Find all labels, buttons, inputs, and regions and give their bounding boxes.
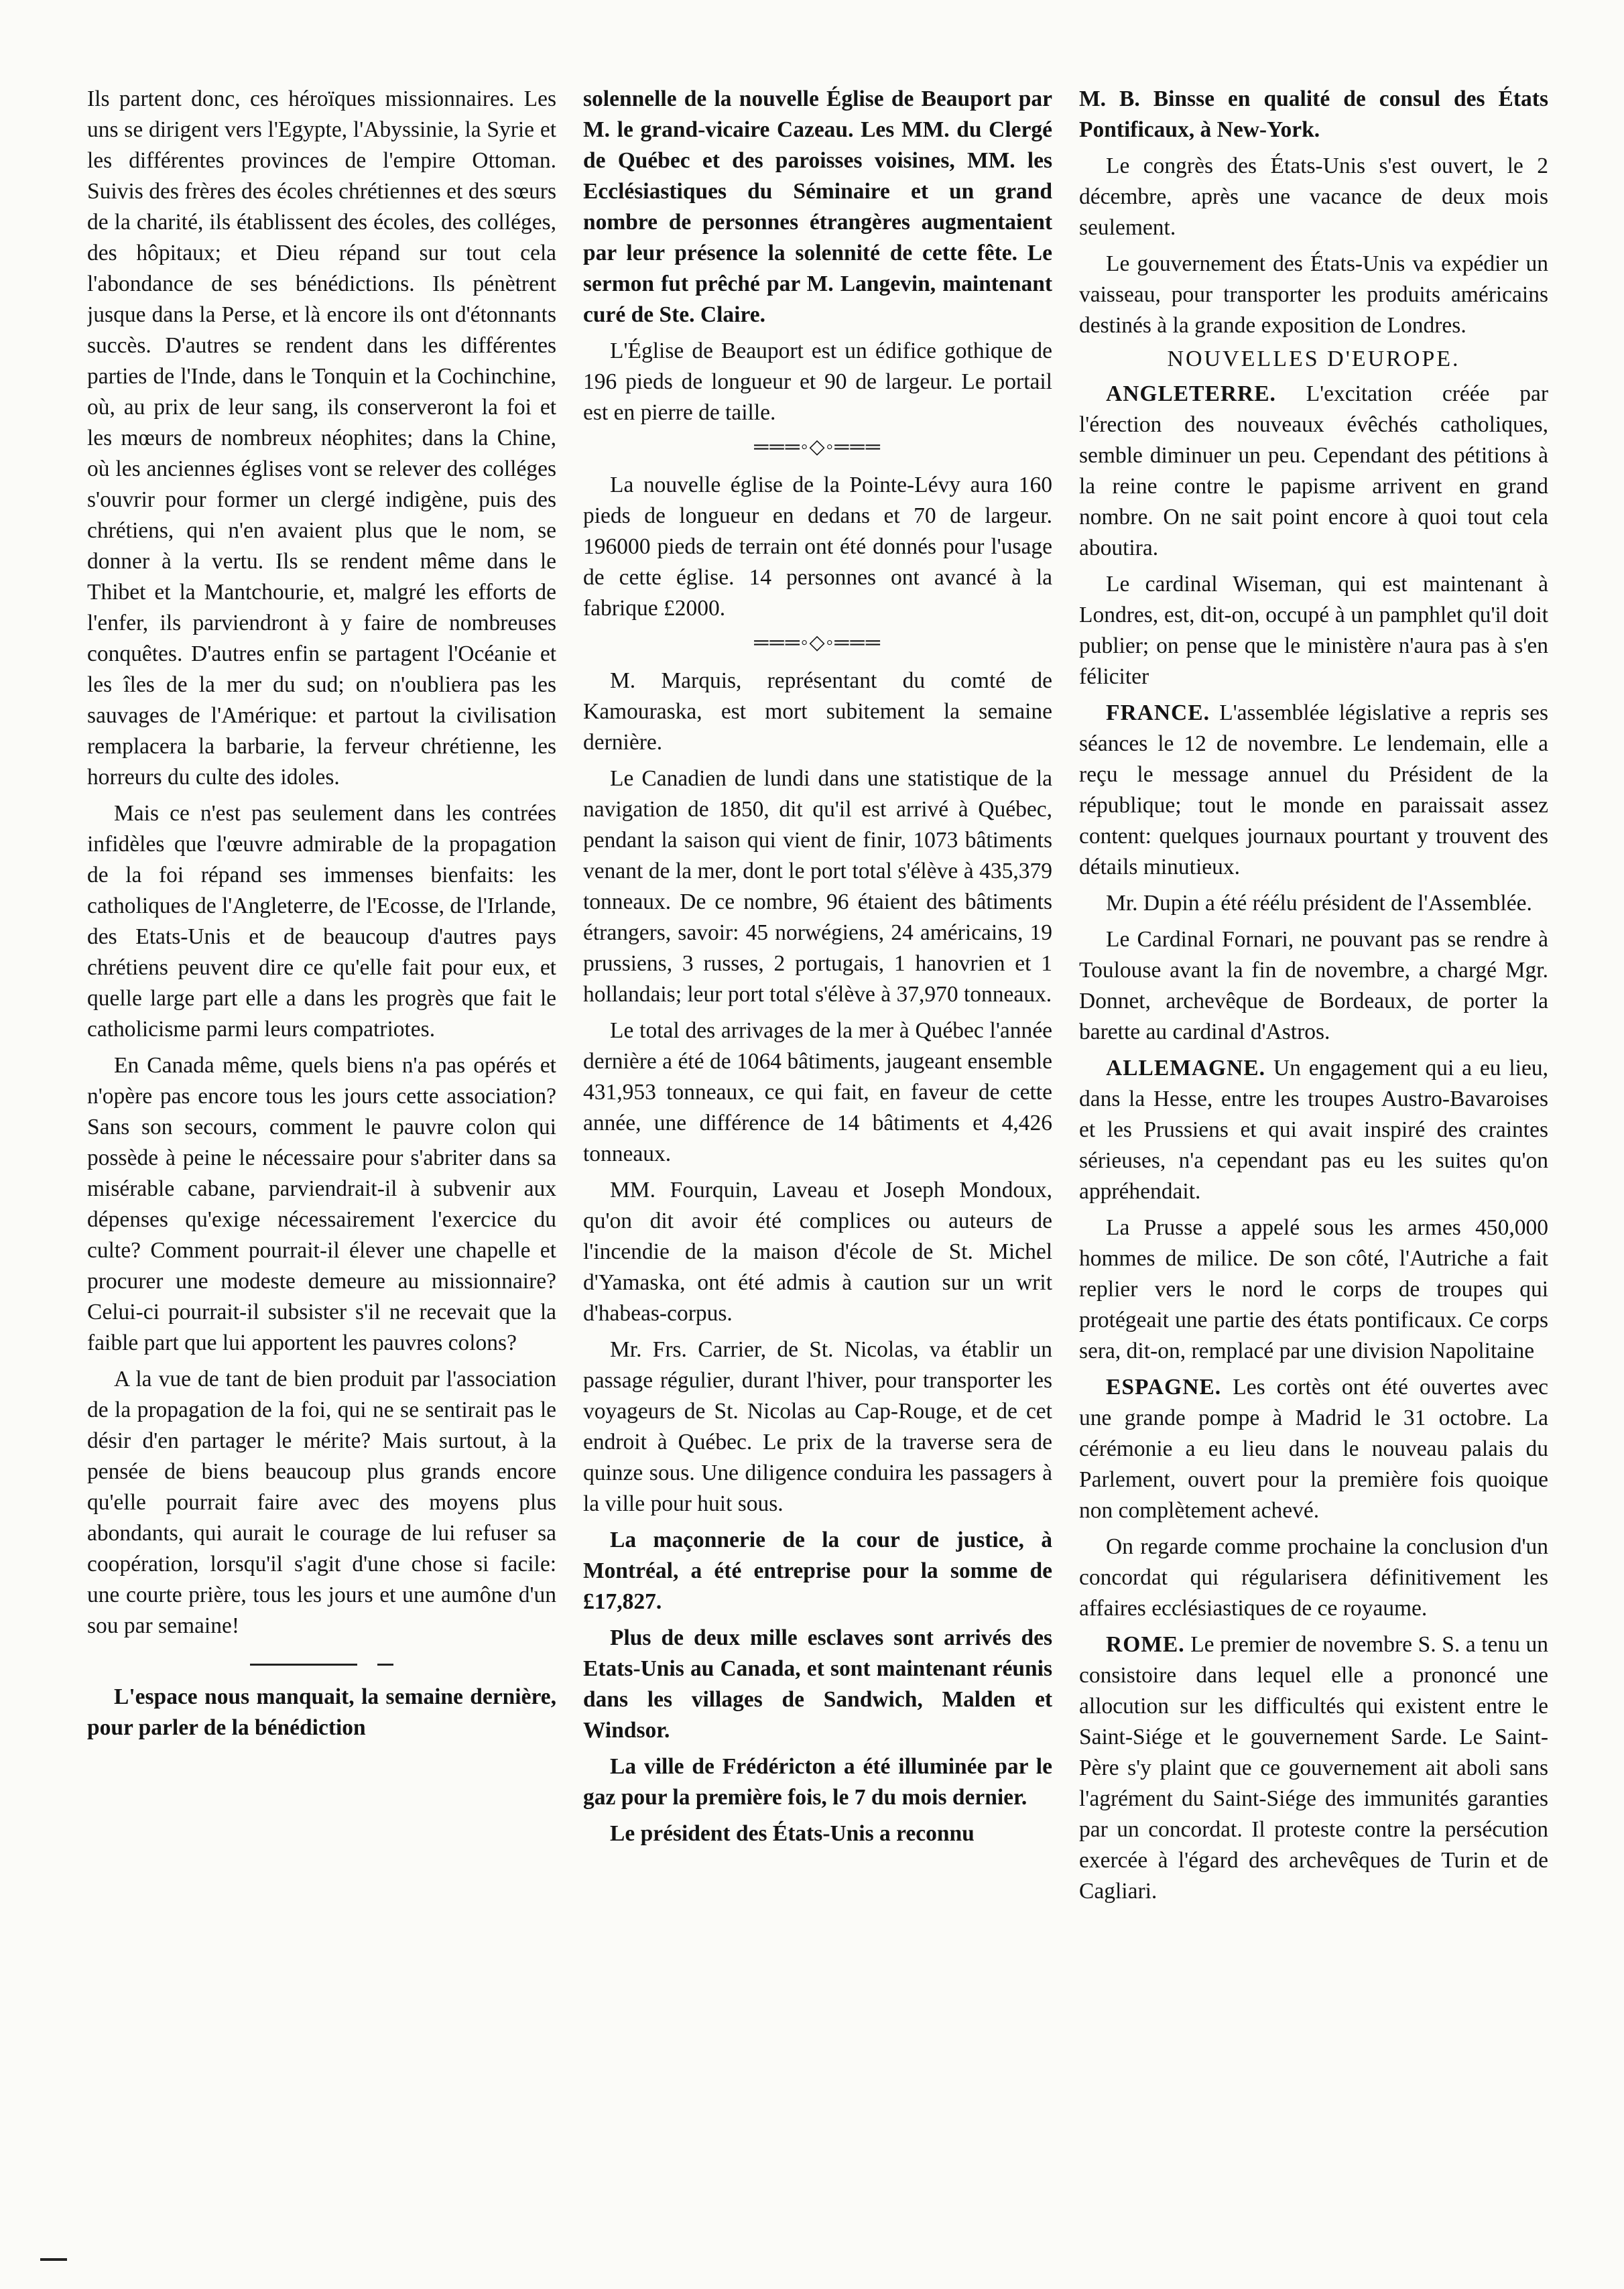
paragraph-navigation-stats: Le Canadien de lundi dans une statistique de la navigation de 1850, dit qu'il est arrivé à Québec, pendant la saison qui vient de finir, 1073 bâtiments venant de la mer, dont le port total s'élève à 435,379 tonneaux. De ce nombre, 96 étaient des bâtiments étrangers, savoir: 45 norwégiens, 24 américains, 19 prussiens, 3 russes, 2 portugais, 1 hanovrien et 1 hollandais; leur port total s'élève à 37,970 tonneaux. <box>583 766 1052 1007</box>
paragraph-missionaries: Ils partent donc, ces héroïques missionnaires. Les uns se dirigent vers l'Egypte, l'Abyssinie, la Syrie et les différentes provinces de l'empire Ottoman. Suivis des frères des écoles chrétiennes et des sœurs de la charité, ils établissent des écoles, des colléges, des hôpitaux; et Dieu répand sur tout cela l'abondance de ses bénédictions. Ils pénètrent jusque dans la Perse, et là encore ils ont d'étonnants succès. D'autres se rendent dans les différentes parties de l'Inde, dans le Tonquin et la Cochinchine, où, au prix de leur sang, ils conserveront la foi et les mœurs de nombreux néophites; dans la Chine, où les anciennes églises vont se relever des colléges s'ouvrir pour former un clergé indigène, puis des chrétiens, qui n'en avaient plus que le nom, se donner à la vertu. Ils se rendent même dans le Thibet et la Mantchourie, et, malgré les efforts de l'enfer, ils parviendront à y faire de nombreuses conquêtes. D'autres enfin se partagent l'Océanie et les îles de la mer du sud; on n'oubliera pas les sauvages de l'Amérique: et partout la civilisation remplacera la barbarie, la ferveur chrétienne, les horreurs du culte des idoles. <box>87 86 556 790</box>
paragraph-beauport-church: solennelle de la nouvelle Église de Beauport par M. le grand-vicaire Cazeau. Les MM. du Clergé de Québec et des paroisses voisines, MM. les Ecclésiastiques du Séminaire et un grand nombre de personnes étrangères augmentaient par leur présence la solennité de cette fête. Le sermon fut prêché par M. Langevin, maintenant curé de Ste. Claire. <box>583 86 1052 327</box>
country-label: ANGLETERRE. <box>1106 381 1276 406</box>
ornament-divider: ═══◦◇◦═══ <box>754 436 881 458</box>
ornament-divider: ═══◦◇◦═══ <box>754 631 881 654</box>
paragraph-allemagne <box>1079 1053 1548 1207</box>
column-middle <box>583 84 1052 2168</box>
paragraph-carrier-passage: Mr. Frs. Carrier, de St. Nicolas, va établir un passage régulier, durant l'hiver, pour transporter les voyageurs de St. Nicolas au Cap-Rouge, et de cet endroit à Québec. Le prix de la traverse sera de quinze sous. Une diligence conduira les passagers à la ville pour huit sous. <box>583 1337 1052 1516</box>
paragraph-dupin: Mr. Dupin a été réélu président de l'Assemblée. <box>1106 891 1532 916</box>
paragraph-text: L'assemblée législative a repris ses séances le 12 de novembre. Le lendemain, elle a reçu le message annuel du Président de la république; tout le monde en paraissait assez content: quelques journaux pourtant y trouvent des détails minutieux. <box>1079 700 1548 879</box>
paragraph-montreal-court: La maçonnerie de la cour de justice, à Montréal, a été entreprise pour la somme de £17,827. <box>583 1528 1052 1614</box>
paragraph-cooperation: A la vue de tant de bien produit par l'association de la propagation de la foi, qui ne se sentirait pas le désir d'en partager le mérite? Mais surtout, à la pensée de biens beaucoup plus grands encore qu'elle pourrait faire avec des moyens plus abondants, qui aurait le courage de lui refuser sa coopération, lorsqu'il s'agit d'une chose si facile: une courte prière, tous les jours et une aumône d'un sou par semaine! <box>87 1367 556 1638</box>
paragraph-propagation-benefits: Mais ce n'est pas seulement dans les contrées infidèles que l'œuvre admirable de la propagation de la foi répand ses immenses bienfaits: les catholiques de l'Angleterre, de l'Ecosse, de l'Irlande, des Etats-Unis et de beaucoup d'autres pays chrétiens peuvent dire ce qu'elle fait pour eux, et quelle large part elle a dans les progrès que fait le catholicisme parmi leurs compatriotes. <box>87 801 556 1042</box>
paragraph-yamaska: MM. Fourquin, Laveau et Joseph Mondoux, qu'on dit avoir été complices ou auteurs de l'incendie de la maison d'école de St. Michel d'Yamaska, ont été admis à caution sur un writ d'habeas-corpus. <box>583 1178 1052 1326</box>
paragraph-beauport-dimensions: L'Église de Beauport est un édifice gothique de 196 pieds de longueur et 90 de largeur. Le portail est en pierre de taille. <box>583 338 1052 425</box>
paragraph-congress: Le congrès des États-Unis s'est ouvert, le 2 décembre, après une vacance de deux mois seulement. <box>1079 153 1548 240</box>
paragraph-text: L'excitation créée par l'érection des nouveaux évêchés catholiques, semble diminuer un peu. Cependant des pétitions à la reine contre le papisme arrivent en grand nombre. On ne sait point encore à quoi tout cela aboutira. <box>1079 381 1548 560</box>
column-right <box>1079 84 1548 2168</box>
column-left <box>87 84 556 2168</box>
paragraph-fornari: Le Cardinal Fornari, ne pouvant pas se rendre à Toulouse avant la fin de novembre, a chargé Mgr. Donnet, archevêque de Bordeaux, de porter la barette au cardinal d'Astros. <box>1079 927 1548 1044</box>
text-columns <box>87 84 1548 2168</box>
paragraph-pointe-levy: La nouvelle église de la Pointe-Lévy aura 160 pieds de longueur en dedans et 70 de largeur. 196000 pieds de terrain ont été donnés pour l'usage de cette église. 14 personnes ont avancé à la fabrique £2000. <box>583 473 1052 621</box>
paragraph-marquis: M. Marquis, représentant du comté de Kamouraska, est mort subitement la semaine dernière. <box>583 668 1052 755</box>
paragraph-canada: En Canada même, quels biens n'a pas opérés et n'opère pas encore tous les jours cette association? Sans son secours, comment le pauvre colon qui possède à peine le nécessaire pour s'abriter dans sa misérable cabane, parviendrait-il à subvenir aux dépenses qu'exige nécessairement l'exercice du culte? Comment pourrait-il élever une chapelle et procurer une modeste demeure au missionnaire? Celui-ci pourrait-il subsister s'il ne recevait que la faible part que lui apportent les pauvres colons? <box>87 1053 556 1355</box>
paragraph-slaves: Plus de deux mille esclaves sont arrivés des Etats-Unis au Canada, et sont maintenant réunis dans les villages de Sandwich, Malden et Windsor. <box>583 1625 1052 1743</box>
paragraph-fredericton: La ville de Frédéricton a été illuminée par le gaz pour la première fois, le 7 du mois dernier. <box>583 1754 1052 1810</box>
paragraph-rome <box>1079 1629 1548 1907</box>
separator-rule <box>87 1656 556 1670</box>
paragraph-exposition: Le gouvernement des États-Unis va expédier un vaisseau, pour transporter les produits américains destinés à la grande exposition de Londres. <box>1079 251 1548 338</box>
paragraph-espagne <box>1079 1372 1548 1526</box>
country-label: ROME. <box>1106 1632 1185 1657</box>
paragraph-arrivals-total: Le total des arrivages de la mer à Québec l'année dernière a été de 1064 bâtiments, jaugeant ensemble 431,953 tonneaux, ce qui fait, en faveur de cette année, une différence de 14 bâtiments et 4,426 tonneaux. <box>583 1018 1052 1166</box>
paragraph-text: Les cortès ont été ouvertes avec une grande pompe à Madrid le 31 octobre. La cérémonie a eu lieu dans le nouveau palais du Parlement, ouvert pour la première fois quoique non complètement achevé. <box>1079 1375 1548 1523</box>
page-corner-mark <box>40 2258 67 2261</box>
paragraph-text: Un engagement qui a eu lieu, dans la Hesse, entre les troupes Austro-Bavaroises et les Prussiens et qui avait inspiré des craintes sérieuses, n'a cependant pas eu les suites qu'on appréhendait. <box>1079 1056 1548 1204</box>
paragraph-binsse: M. B. Binsse en qualité de consul des États Pontificaux, à New-York. <box>1079 86 1548 142</box>
country-label: ALLEMAGNE. <box>1106 1056 1266 1080</box>
country-label: FRANCE. <box>1106 700 1210 725</box>
paragraph-france <box>1079 698 1548 883</box>
paragraph-concordat: On regarde comme prochaine la conclusion d'un concordat qui régularisera définitivement les affaires ecclésiastiques de ce royaume. <box>1079 1534 1548 1621</box>
paragraph-angleterre <box>1079 379 1548 564</box>
paragraph-president: Le président des États-Unis a reconnu <box>610 1821 975 1846</box>
paragraph-wiseman: Le cardinal Wiseman, qui est maintenant à Londres, est, dit-on, occupé à un pamphlet qu'il doit publier; on pense que le ministère n'aura pas à s'en féliciter <box>1079 572 1548 689</box>
section-heading: NOUVELLES D'EUROPE. <box>1167 347 1460 371</box>
country-label: ESPAGNE. <box>1106 1375 1222 1400</box>
paragraph-text: Le premier de novembre S. S. a tenu un consistoire dans lequel elle a prononcé une allocution sur les difficultés qui existent entre le Saint-Siége et le gouvernement Sarde. Le Saint-Père s'y plaint que ce gouvernement ait aboli sans l'agrément du Saint-Siége des immunités garanties par un concordat. Il proteste contre la persécution exercée à l'égard des archevêques de Turin et de Cagliari. <box>1079 1632 1548 1904</box>
paragraph-benediction-intro: L'espace nous manquait, la semaine dernière, pour parler de la bénédiction <box>87 1684 556 1740</box>
paragraph-prusse: La Prusse a appelé sous les armes 450,000 hommes de milice. De son côté, l'Autriche a fait replier vers le nord le corps de troupes qui protégeait une partie des états pontificaux. Ce corps sera, dit-on, remplacé par une division Napolitaine <box>1079 1215 1548 1363</box>
